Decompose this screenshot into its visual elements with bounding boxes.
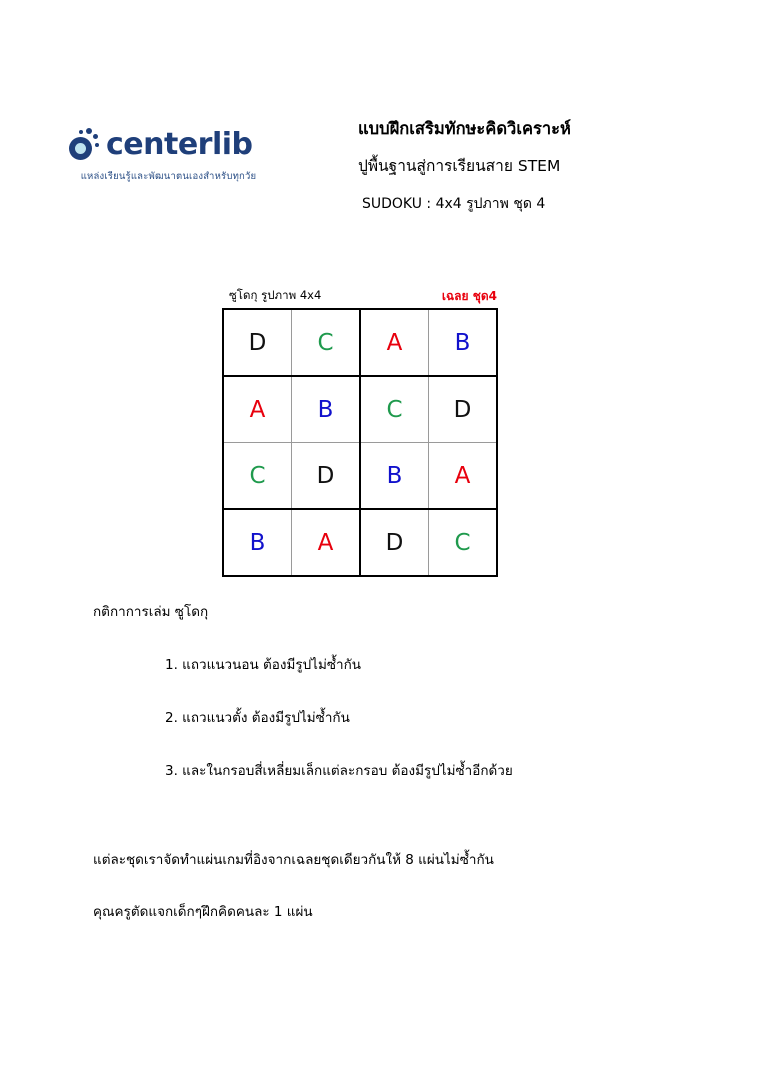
sudoku-cell-2-2[interactable]: B: [360, 443, 429, 510]
page-subtitle: ปูพื้นฐานสู่การเรียนสาย STEM: [358, 157, 561, 176]
sudoku-cell-0-3[interactable]: B: [429, 309, 498, 376]
sudoku-cell-2-1[interactable]: D: [292, 443, 361, 510]
table-row: [223, 443, 497, 510]
sudoku-cell-3-2[interactable]: D: [360, 509, 429, 576]
sudoku-cell-1-1[interactable]: B: [292, 376, 361, 443]
table-row: [223, 376, 497, 443]
sudoku-grid: [222, 308, 498, 577]
sudoku-section: [222, 287, 500, 577]
footer-note: [93, 848, 733, 922]
centerlib-logo-icon: [66, 128, 100, 162]
sudoku-cell-3-1[interactable]: A: [292, 509, 361, 576]
rule-item-2: 2. แถวแนวตั้ง ต้องมีรูปไม่ซ้ำกัน: [165, 710, 350, 726]
sudoku-cell-3-3[interactable]: C: [429, 509, 498, 576]
title-block: [358, 120, 571, 213]
sudoku-cell-2-3[interactable]: A: [429, 443, 498, 510]
sudoku-cell-1-3[interactable]: D: [429, 376, 498, 443]
rule-item-3: 3. และในกรอบสี่เหลี่ยมเล็กแต่ละกรอบ ต้องมีรูปไม่ซ้ำอีกด้วย: [165, 763, 513, 779]
rules-heading: กติกาการเล่ม ซูโดกุ: [93, 604, 209, 620]
document-header: [0, 120, 763, 250]
rule-item-1: 1. แถวแนวนอน ต้องมีรูปไม่ซ้ำกัน: [165, 657, 362, 673]
brand-tagline: แหล่งเรียนรู้และพัฒนาตนเองสำหรับทุกวัย: [80, 171, 257, 182]
rules-section: [93, 600, 693, 781]
sudoku-cell-1-0[interactable]: A: [223, 376, 292, 443]
sudoku-cell-0-2[interactable]: A: [360, 309, 429, 376]
sudoku-cell-3-0[interactable]: B: [223, 509, 292, 576]
grid-caption: ซูโดกุ รูปภาพ 4x4: [229, 288, 322, 302]
table-row: [223, 509, 497, 576]
grid-labels: [222, 287, 500, 305]
page-title: แบบฝึกเสริมทักษะคิดวิเคราะห์: [358, 119, 571, 138]
answer-key-badge: เฉลย ชุด4: [441, 289, 497, 303]
puzzle-label: SUDOKU : 4x4 รูปภาพ ชุด 4: [362, 196, 546, 213]
footer-line-1: แต่ละชุดเราจัดทำแผ่นเกมที่อิงจากเฉลยชุดเดียวกันให้ 8 แผ่นไม่ซ้ำกัน: [93, 852, 494, 868]
sudoku-cell-0-1[interactable]: C: [292, 309, 361, 376]
footer-line-2: คุณครูตัดแจกเด็กๆฝึกคิดคนละ 1 แผ่น: [93, 904, 313, 920]
sudoku-cell-0-0[interactable]: D: [223, 309, 292, 376]
brand-name: centerlib: [106, 127, 253, 162]
table-row: [223, 309, 497, 376]
sudoku-cell-2-0[interactable]: C: [223, 443, 292, 510]
brand-logo: [66, 128, 281, 184]
sudoku-cell-1-2[interactable]: C: [360, 376, 429, 443]
